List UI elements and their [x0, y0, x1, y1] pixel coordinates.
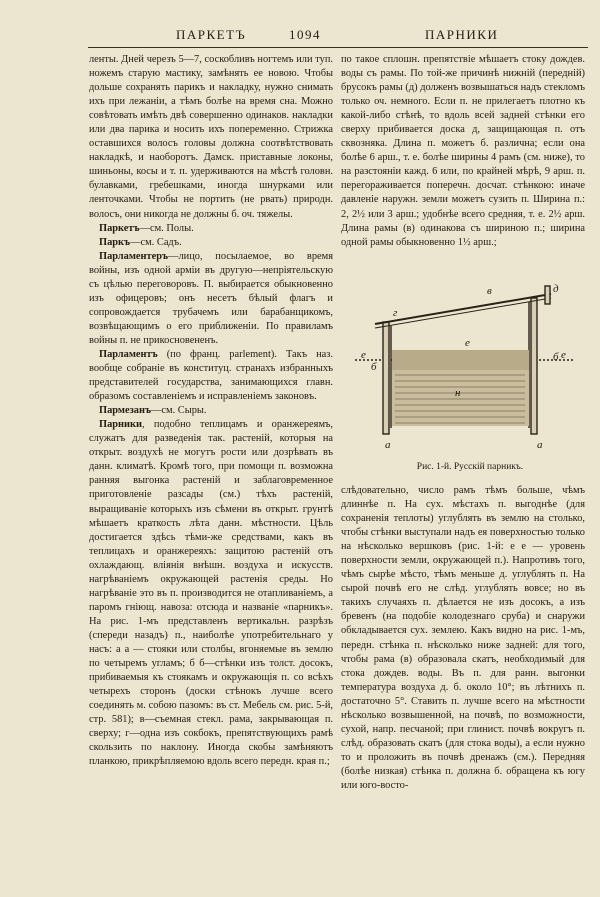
entry-text: —см. Полы. — [139, 222, 194, 234]
label-a-right: а — [537, 439, 543, 451]
right-column-top — [341, 53, 585, 305]
header-rule — [88, 47, 588, 48]
entry-term: Парламентеръ — [99, 250, 169, 262]
dictionary-entry — [89, 404, 333, 418]
label-v: в — [487, 285, 492, 297]
header-left-word: ПАРКЕТЪ — [176, 27, 247, 42]
paragraph: слѣдовательно, число рамъ тѣмъ больше, чѣмъ длиннѣе п. На сух. мѣстахъ п. выгоднѣе (для сохраненія теплоты) углублять въ землю на столько, чтобы стѣнки выступали надъ ея поверхностью только на нѣсколько вершковъ (рис. 1-й: е е — уровень поверхности земли, окружающей п.). Напротивъ того, чѣмъ сырѣе мѣсто, тѣмъ меньше д. углублять п. На сырой почвѣ его не слѣд. углублять вовсе; но въ такихъ случаяхъ п. дѣлается не изъ досокъ, а изъ бревенъ (на подобіе колодезнаго сруба) и снаружи обкладывается сух. землею. Какъ видно на рис. 1-мъ, передн. стѣнка п. нѣсколько ниже задней: для того, чтобы рама (в) образовала скатъ, необходимый для стока дождев. воды. Въ п. для ранн. выгонки температура воздуха д. б. около 10°; въ лѣтнихъ п. достаточно 5°. Ставить п. лучше всего на мѣстности нѣсколько возвышенной, на почвѣ, по возможности, сухой, напр. песчаной; при глинист. почвѣ вокругъ п. слѣд. образовать скатъ (для стока воды), а если нужно то и проложить въ почвѣ дренажъ (см.). Передняя (болѣе низкая) стѣнка п. должна б. обращена къ югу или юго-восто- — [341, 485, 585, 791]
entry-text: , подобно теплицамъ и оранжереямъ, служатъ для разведенія так. растеній, которыя на открыт. воздухѣ не могутъ рости или дозрѣвать въ данн. климатѣ. Кромѣ того, при помощи п. возможна ранняя выгонка растеній и заблаговременное приготовленіе разсады (см.) тѣхъ растеній, выращиваніе которыхъ изъ сѣмени въ открыт. грунтѣ мѣшаетъ краткость лѣта данн. мѣстности. Цѣль достигается здѣсь тѣми-же средствами, какъ въ теплицахъ и оранжереяхъ: защитою растеній отъ охлаждающ. вліянія внѣшн. воздуха и искусств. нагрѣваніемъ окружающей растенія среды. Но нагрѣваніе это въ п. производится не отапливаніемъ, а паромъ гніющ. навоза: отсюда и названіе «парникъ». На рис. 1-мъ представленъ вертикальн. разрѣзъ (спереди назадъ) п., наиболѣе употребительнаго у насъ: а а — стояки или столбы, вгоняемые въ землю по четыремъ угламъ; б б—стѣнки изъ толст. досокъ, прибиваемыя къ стоякамъ и окружающія п. со всѣхъ четырехъ сторонъ (доски стѣнокъ лучше всего соединять м. собою пазомъ: въ ст. Мебель см. рис. 5-й, стр. 581); в—съемная стекл. рама, закрывающая п. сверху; г—одна изъ сокбокъ, препятствующихъ рамѣ скользить по наклону. Иногда скобы замѣняютъ планкою, прикрѣпляемою вдоль всего передн. края п.; — [89, 419, 333, 768]
label-d: д — [553, 283, 559, 295]
entry-text: (по франц. parlement). Такъ наз. вообще собраніе въ конституц. странахъ избранныхъ представителей государства, занимающихся главн. образомъ составленіемъ и исправленіемъ законовъ. — [89, 348, 333, 403]
back-board — [545, 286, 550, 304]
page-number: 1094 — [289, 27, 321, 42]
label-b-right: б — [553, 351, 559, 363]
glass-frame — [375, 294, 551, 324]
entry-term: Паркъ — [99, 236, 131, 248]
post-left — [383, 322, 389, 434]
manure-layer — [392, 370, 529, 426]
soil-layer — [392, 350, 529, 370]
entry-term: Пармезанъ — [99, 405, 152, 417]
header-right-word: ПАРНИКИ — [425, 27, 499, 42]
label-n: н — [455, 387, 461, 399]
entry-text: —лицо, посылаемое, во время войны, изъ одной арміи въ другую—непріятельскую съ цѣлью переговоровъ. П. выбирается обыкновенно изъ офицеровъ; онъ несетъ бѣлый флагъ и сопровождается трубачемъ или барабанщикомъ, возвѣщающимъ о его приближеніи. По правиламъ войны п. не прикосновененъ. — [89, 250, 333, 346]
label-b-left: б — [371, 361, 377, 373]
label-e-mid: е — [465, 337, 470, 349]
dictionary-entry — [89, 250, 333, 348]
label-e-left: е — [361, 349, 366, 361]
label-e-right: е — [561, 349, 566, 361]
paragraph: ленты. Дней черезъ 5—7, соскобливъ ногтемъ или туп. ножемъ старую мастику, замѣнять ее новою. Чтобы дольше сохранять парикъ и накладку, нужно снимать ихъ при лежаніи, а тѣмъ болѣе на время сна. Можно совѣтовать имѣть двѣ совершенно одинаков. накладки или два парика и носить ихъ попеременно. Стрижка оставшихся волосъ головы должна соотвѣтствовать накладкѣ, и наоборотъ. Дамск. приставные локоны, шиньоны, косы и т. п. удерживаются на мѣстѣ головн. булавками, гребешками, иногда шнурками или ленточками. Чтобы не портить (не рвать) природн. волосъ, они никогда не должны б. оч. тяжелы. — [89, 54, 333, 220]
left-column — [89, 53, 333, 873]
dictionary-entry — [89, 222, 333, 236]
post-right — [531, 298, 537, 434]
label-a-left: а — [385, 439, 391, 451]
hotbed-cross-section-figure — [355, 280, 575, 455]
entry-text: —см. Садъ. — [130, 236, 182, 248]
dictionary-entry — [89, 236, 333, 250]
dictionary-entry — [89, 348, 333, 404]
entry-term: Парники — [99, 419, 143, 431]
glass-frame-inner — [375, 298, 551, 328]
paragraph: по такое сплошн. препятствіе мѣшаетъ стоку дождев. воды съ рамы. По той-же причинѣ нижній (передній) брусокъ рамы (д) долженъ возвышаться надъ стекломъ только оч. немного. Если п. не прилегаетъ плотно къ какой-либо стѣнѣ, то вдоль всей задней стѣнки его сверху прибивается доска д, защищающая п. отъ сквозняка. Длина п. можетъ б. различна; если она болѣе 6 арш., т. е. болѣе ширины 4 рамъ (см. ниже), то на разстояніи кажд. 6 или, по крайней мѣрѣ, 9 арш. п. перегораживается поперечн. досчат. стѣнкою: иначе давленіе наружн. земли можетъ сузить п. Ширина п.: 2, 2½ или 3 арш.; удобнѣе всего средняя, т. е. 2½ арш. Длина рамы (в) одинакова съ шириною п.; ширина одной рамы обыкновенно 1½ арш.; — [341, 54, 585, 248]
right-column-bottom — [341, 484, 585, 874]
entry-term: Паркетъ — [99, 222, 140, 234]
entry-text: —см. Сыры. — [151, 405, 207, 417]
figure-caption: Рис. 1-й. Русскій парникъ. — [416, 462, 524, 472]
label-g: г — [393, 307, 398, 319]
entry-term: Парламентъ — [99, 348, 158, 360]
dictionary-entry — [89, 418, 333, 769]
running-header — [0, 27, 600, 49]
